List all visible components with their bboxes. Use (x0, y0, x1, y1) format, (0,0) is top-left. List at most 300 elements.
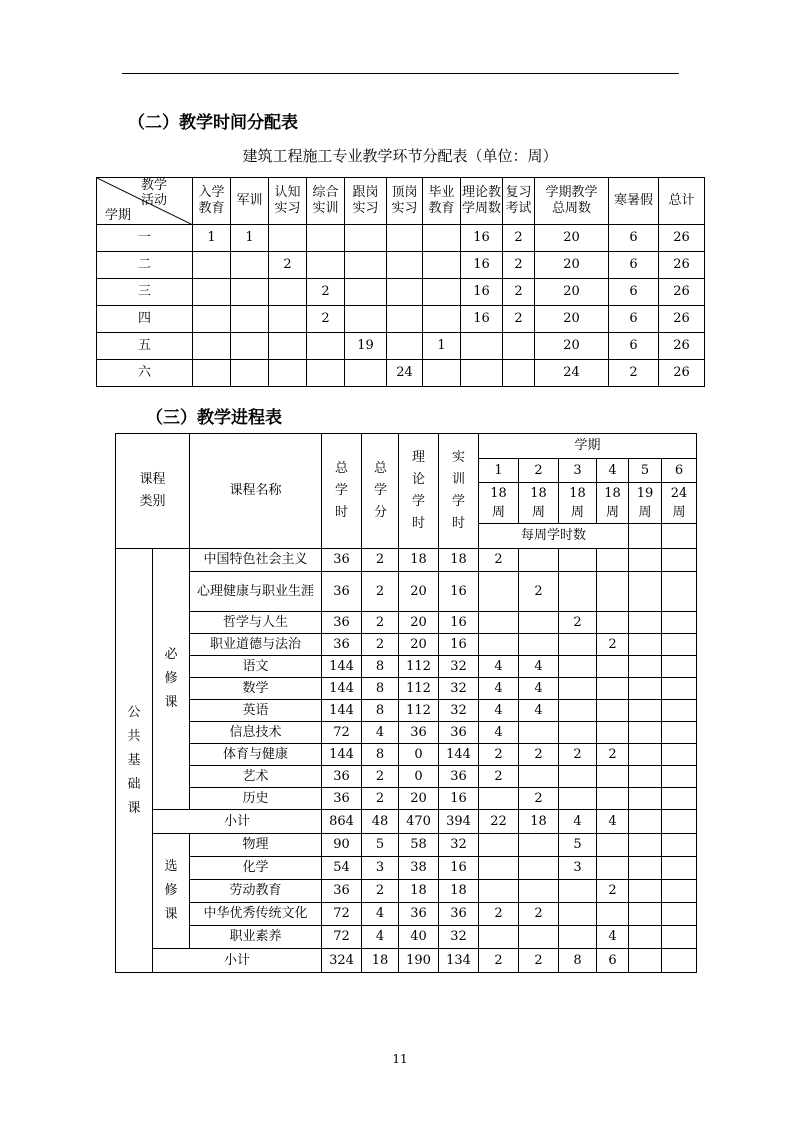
table-cell (461, 333, 503, 360)
header-line-1: 毕业 (428, 185, 455, 200)
header-line-2: 学周数 (461, 201, 501, 216)
table-cell: 2 (479, 744, 519, 766)
table-cell: 58 (399, 834, 439, 857)
table-cell: 0 (399, 744, 439, 766)
table-cell: 72 (322, 926, 362, 949)
table-cell: 2 (307, 279, 345, 306)
table-cell: 20 (399, 612, 439, 634)
header-line-2: 实习 (274, 201, 301, 216)
table-cell (629, 744, 662, 766)
table-cell (662, 788, 697, 810)
practice-hours-header: 实训学时 (439, 434, 479, 549)
subtotal-row (116, 949, 697, 973)
table-cell: 470 (399, 810, 439, 834)
course-name-cell: 哲学与人生 (190, 612, 322, 634)
course-name-cell: 化学 (190, 857, 322, 880)
table-cell: 4 (362, 903, 399, 926)
table-cell (479, 834, 519, 857)
week-unit: 周 (672, 505, 686, 520)
table-cell (629, 857, 662, 880)
table1-header-cell (269, 178, 307, 225)
table-cell (559, 678, 597, 700)
table1-header-cell (307, 178, 345, 225)
course-name-cell: 信息技术 (190, 722, 322, 744)
corner-label-mid: 活动 (141, 193, 168, 208)
table-cell: 2 (503, 279, 535, 306)
table-cell: 2 (479, 949, 519, 973)
table-cell: 6 (609, 252, 659, 279)
table-cell: 36 (399, 903, 439, 926)
table-cell (345, 306, 387, 333)
table-cell (503, 333, 535, 360)
table-cell (193, 333, 231, 360)
header-line-1: 认知 (274, 185, 301, 200)
course-name-cell: 英语 (190, 700, 322, 722)
table-cell: 26 (659, 360, 705, 387)
term-cell: 一 (97, 225, 193, 252)
table-cell: 4 (519, 656, 559, 678)
table-cell (231, 333, 269, 360)
course-name-cell: 语文 (190, 656, 322, 678)
table1-header-row (97, 178, 705, 225)
table-cell: 48 (362, 810, 399, 834)
table-cell: 4 (362, 926, 399, 949)
table-cell: 36 (322, 788, 362, 810)
table-cell (559, 700, 597, 722)
course-name-cell: 物理 (190, 834, 322, 857)
table-cell (662, 678, 697, 700)
table-cell: 2 (362, 634, 399, 656)
header-line-1: 顶岗 (391, 185, 418, 200)
table-cell (597, 656, 629, 678)
table-cell (597, 722, 629, 744)
table-cell (559, 572, 597, 612)
header-line-1: 学期教学 (545, 185, 598, 200)
table-cell (193, 306, 231, 333)
table-cell: 20 (535, 252, 609, 279)
table-cell: 134 (439, 949, 479, 973)
table-cell (479, 857, 519, 880)
table-cell (662, 880, 697, 903)
table-cell (461, 360, 503, 387)
header-rule (122, 73, 679, 74)
table-cell (662, 834, 697, 857)
table-cell: 36 (399, 722, 439, 744)
table-cell (662, 766, 697, 788)
table-cell: 6 (609, 333, 659, 360)
table-cell (662, 810, 697, 834)
table-cell: 20 (399, 634, 439, 656)
table-cell (662, 903, 697, 926)
table-cell (307, 225, 345, 252)
table-cell (479, 788, 519, 810)
table-cell: 2 (362, 880, 399, 903)
table-cell (519, 834, 559, 857)
table-cell: 1 (231, 225, 269, 252)
table-cell (423, 225, 461, 252)
table-cell: 2 (609, 360, 659, 387)
table-cell: 144 (322, 744, 362, 766)
section-title-time-allocation: （二）教学时间分配表 (128, 113, 298, 133)
table-cell: 8 (559, 949, 597, 973)
page-number: 11 (392, 1052, 408, 1066)
table-cell (662, 700, 697, 722)
table-cell (193, 360, 231, 387)
table-row (97, 306, 705, 333)
table-cell (662, 857, 697, 880)
course-name-cell: 历史 (190, 788, 322, 810)
table-row (116, 857, 697, 880)
subtotal-label: 小计 (153, 949, 322, 973)
table-cell: 20 (535, 306, 609, 333)
table-cell (629, 926, 662, 949)
table-cell (629, 949, 662, 973)
table-cell (231, 252, 269, 279)
table-cell (519, 857, 559, 880)
table1-header-cell (461, 178, 503, 225)
table-cell: 2 (519, 903, 559, 926)
table-cell: 32 (439, 678, 479, 700)
table-cell: 32 (439, 700, 479, 722)
table-cell (629, 612, 662, 634)
table-row (116, 656, 697, 678)
table-cell (559, 634, 597, 656)
table-cell: 2 (479, 766, 519, 788)
table1-header-cell (345, 178, 387, 225)
table-cell (387, 333, 423, 360)
table-cell: 36 (322, 572, 362, 612)
table-row (116, 766, 697, 788)
table-cell: 4 (597, 810, 629, 834)
table-cell: 26 (659, 279, 705, 306)
table-cell: 36 (322, 766, 362, 788)
table-cell: 2 (362, 572, 399, 612)
table-cell (423, 279, 461, 306)
table-cell: 24 (535, 360, 609, 387)
table-cell (662, 524, 697, 549)
table-cell (387, 252, 423, 279)
table-cell (629, 788, 662, 810)
header-line-1: 复习 (505, 185, 532, 200)
semester-number-cell: 4 (597, 459, 629, 483)
header-line-2: 教育 (198, 201, 225, 216)
table1-header-cell (231, 178, 269, 225)
table1-header-cell (503, 178, 535, 225)
table-cell (597, 857, 629, 880)
table-cell: 2 (559, 744, 597, 766)
table-row (97, 279, 705, 306)
teaching-time-allocation-table (96, 177, 705, 387)
semester-weeks-cell (597, 483, 629, 524)
weeks-count: 18 (530, 486, 547, 501)
header-line-1: 入学 (198, 185, 225, 200)
table-row (116, 903, 697, 926)
table-cell (193, 279, 231, 306)
total-hours-header: 总学时 (322, 434, 362, 549)
theory-hours-header: 理论学时 (399, 434, 439, 549)
table-cell: 20 (535, 279, 609, 306)
table-row (116, 926, 697, 949)
table-cell: 24 (387, 360, 423, 387)
table-cell: 4 (597, 926, 629, 949)
weeks-count: 19 (636, 486, 654, 501)
table-cell (387, 279, 423, 306)
table-cell: 2 (519, 949, 559, 973)
table-cell: 20 (399, 572, 439, 612)
table-cell (387, 225, 423, 252)
header-line-2: 考试 (505, 201, 532, 216)
table1-header-cell (193, 178, 231, 225)
table-cell: 2 (519, 572, 559, 612)
table-cell (559, 656, 597, 678)
table-cell (231, 279, 269, 306)
table-cell: 4 (479, 656, 519, 678)
course-name-cell: 职业道德与法治 (190, 634, 322, 656)
week-unit: 周 (492, 505, 506, 520)
table-cell (479, 612, 519, 634)
table-cell: 2 (362, 766, 399, 788)
table-row (97, 333, 705, 360)
table-cell: 36 (439, 903, 479, 926)
table1-caption: 建筑工程施工专业教学环节分配表（单位：周） (242, 147, 558, 165)
table-cell: 190 (399, 949, 439, 973)
table-cell: 16 (461, 225, 503, 252)
table-cell (559, 926, 597, 949)
table-cell: 324 (322, 949, 362, 973)
table-cell: 2 (362, 788, 399, 810)
table-cell: 18 (362, 949, 399, 973)
table-cell (629, 722, 662, 744)
schedule-header-row-1 (116, 434, 697, 459)
table-row (116, 788, 697, 810)
table-cell (345, 360, 387, 387)
weeks-count: 18 (569, 486, 586, 501)
table-cell: 144 (439, 744, 479, 766)
term-cell: 六 (97, 360, 193, 387)
table-row (116, 700, 697, 722)
table-cell (269, 225, 307, 252)
table-cell: 4 (479, 678, 519, 700)
header-line-2: 实训 (312, 201, 339, 216)
header-line-1: 跟岗 (352, 185, 379, 200)
elective-course-label: 选修课 (153, 834, 190, 949)
table-cell (629, 700, 662, 722)
semester-number-cell: 3 (559, 459, 597, 483)
table-cell (629, 549, 662, 572)
section-title-teaching-schedule: （三）教学进程表 (146, 408, 282, 428)
table-cell: 144 (322, 678, 362, 700)
table-cell: 4 (519, 678, 559, 700)
table-cell: 2 (519, 788, 559, 810)
table-cell (597, 903, 629, 926)
table-cell: 36 (322, 634, 362, 656)
semester-weeks-cell (559, 483, 597, 524)
table-cell: 19 (345, 333, 387, 360)
table-cell (662, 549, 697, 572)
semester-number-cell: 2 (519, 459, 559, 483)
table-cell (662, 612, 697, 634)
table-cell: 36 (322, 549, 362, 572)
table-cell (629, 903, 662, 926)
table-row (116, 722, 697, 744)
table-cell: 2 (479, 903, 519, 926)
table-cell (629, 572, 662, 612)
header-line-1: 寒暑假 (613, 193, 653, 208)
table-cell (269, 306, 307, 333)
table-cell (345, 225, 387, 252)
table-cell: 1 (423, 333, 461, 360)
category-header: 课程类别 (116, 434, 190, 549)
table-row (116, 572, 697, 612)
semester-number-cell: 5 (629, 459, 662, 483)
table-row (116, 880, 697, 903)
table-cell (597, 766, 629, 788)
header-line-2: 实习 (352, 201, 379, 216)
table-cell: 26 (659, 252, 705, 279)
table-cell (479, 880, 519, 903)
semester-header: 学期 (479, 434, 697, 459)
header-line-2: 实习 (391, 201, 418, 216)
credits-header: 总学分 (362, 434, 399, 549)
corner-label-bottom: 学期 (105, 208, 132, 223)
course-name-header: 课程名称 (190, 434, 322, 549)
table-cell: 18 (439, 549, 479, 572)
table-cell (597, 549, 629, 572)
table-cell: 16 (439, 612, 479, 634)
table-cell (345, 279, 387, 306)
semester-weeks-cell (519, 483, 559, 524)
course-name-cell: 中国特色社会主义 (190, 549, 322, 572)
table-cell (559, 903, 597, 926)
table-cell: 2 (362, 612, 399, 634)
term-cell: 三 (97, 279, 193, 306)
group-label-public-basic: 公共基础课 (116, 549, 153, 973)
required-course-label: 必修课 (153, 549, 190, 810)
course-name-cell: 中华优秀传统文化 (190, 903, 322, 926)
week-unit: 周 (532, 505, 546, 520)
table-cell: 32 (439, 656, 479, 678)
term-cell: 二 (97, 252, 193, 279)
table-cell (269, 333, 307, 360)
table-cell (519, 926, 559, 949)
table-cell: 6 (597, 949, 629, 973)
table-cell (662, 656, 697, 678)
table-cell (307, 252, 345, 279)
week-unit: 周 (638, 505, 652, 520)
table-row (116, 549, 697, 572)
course-name-cell: 职业素养 (190, 926, 322, 949)
table-cell (307, 333, 345, 360)
table-cell: 18 (399, 880, 439, 903)
table-cell (559, 766, 597, 788)
table-cell: 32 (439, 834, 479, 857)
table-cell: 22 (479, 810, 519, 834)
table-cell: 0 (399, 766, 439, 788)
weeks-count: 18 (604, 486, 621, 501)
table-cell (559, 549, 597, 572)
table-cell (629, 634, 662, 656)
table-cell (519, 612, 559, 634)
table-cell (503, 360, 535, 387)
semester-number-cell: 6 (662, 459, 697, 483)
table-cell (662, 949, 697, 973)
table-cell: 3 (559, 857, 597, 880)
table-cell: 18 (519, 810, 559, 834)
table-cell: 2 (503, 306, 535, 333)
table-cell: 6 (609, 306, 659, 333)
table-cell: 8 (362, 678, 399, 700)
table-cell: 36 (439, 722, 479, 744)
table-row (97, 360, 705, 387)
table-cell: 54 (322, 857, 362, 880)
table-cell (423, 360, 461, 387)
table-cell: 6 (609, 225, 659, 252)
semester-weeks-cell (629, 483, 662, 524)
table-row (116, 744, 697, 766)
table-cell: 40 (399, 926, 439, 949)
table-cell: 8 (362, 744, 399, 766)
table-cell: 18 (439, 880, 479, 903)
table-cell: 3 (362, 857, 399, 880)
table-cell: 8 (362, 700, 399, 722)
table-cell: 16 (461, 279, 503, 306)
table1-header-cell (659, 178, 705, 225)
table-cell (629, 656, 662, 678)
table-cell: 36 (439, 766, 479, 788)
term-cell: 四 (97, 306, 193, 333)
table-cell (559, 880, 597, 903)
table-cell (231, 360, 269, 387)
table-cell: 2 (269, 252, 307, 279)
table-cell (193, 252, 231, 279)
table-cell (597, 572, 629, 612)
weeks-count: 18 (490, 486, 507, 501)
table-cell: 20 (399, 788, 439, 810)
table-cell: 2 (597, 744, 629, 766)
table-cell: 2 (559, 612, 597, 634)
table-cell: 16 (461, 306, 503, 333)
header-line-1: 总计 (668, 193, 695, 208)
table-cell: 90 (322, 834, 362, 857)
table-cell (307, 360, 345, 387)
table-cell (269, 360, 307, 387)
table-cell: 6 (609, 279, 659, 306)
semester-weeks-cell (662, 483, 697, 524)
table-cell (662, 926, 697, 949)
table-cell: 16 (439, 788, 479, 810)
table-row (97, 252, 705, 279)
header-line-2: 总周数 (551, 201, 591, 216)
table1-header-cell (423, 178, 461, 225)
table-cell: 72 (322, 903, 362, 926)
table-cell: 144 (322, 700, 362, 722)
table-cell: 864 (322, 810, 362, 834)
table-cell (231, 306, 269, 333)
table-cell (345, 252, 387, 279)
table-cell: 2 (479, 549, 519, 572)
semester-weeks-cell (479, 483, 519, 524)
table-cell (479, 572, 519, 612)
weeks-count: 24 (670, 486, 688, 501)
course-name-cell: 体育与健康 (190, 744, 322, 766)
table-cell: 2 (307, 306, 345, 333)
table-cell (519, 549, 559, 572)
table-cell: 36 (322, 880, 362, 903)
corner-label-top: 教学 (141, 178, 168, 193)
table-cell: 4 (559, 810, 597, 834)
table-cell: 16 (439, 572, 479, 612)
table-cell (662, 634, 697, 656)
